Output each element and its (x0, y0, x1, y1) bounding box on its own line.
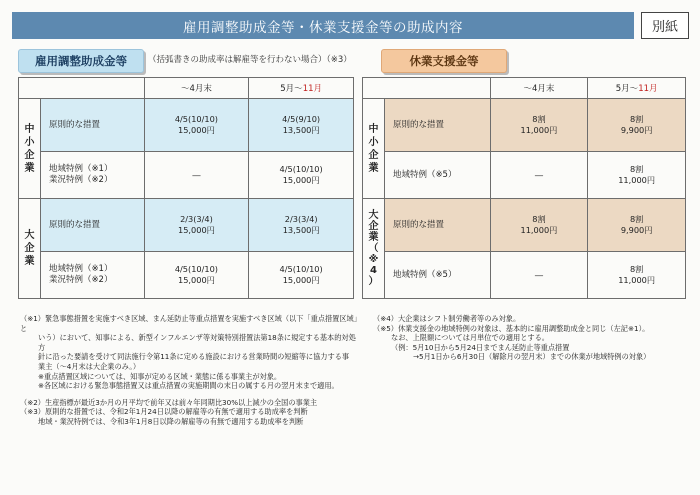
rate-cell: 4/5(10/10) 15,000円 (144, 99, 249, 152)
row-label: 原則的な措置 (384, 199, 490, 252)
category-large: 大 企 業 (19, 199, 41, 299)
footnote-line: （※2）生産指標が最近3か月の月平均で前年又は前々年同期比30%以上減少の全国の事業主 (20, 397, 318, 407)
rate-cell: 2/3(3/4) 13,500円 (249, 199, 354, 252)
table-row (363, 99, 686, 152)
footnote-line: ※重点措置区域については、知事が定める区域・業態に係る事業主が対象。 (38, 371, 282, 381)
table-row (19, 252, 354, 299)
footnotes-right (373, 314, 693, 362)
col-header-april: ～4月末 (490, 78, 588, 99)
table-header-row (19, 78, 354, 99)
table-row (19, 152, 354, 199)
category-sme: 中 小 企 業 (19, 99, 41, 199)
col-header-may: 5月～11月 (249, 78, 354, 99)
footnote-line: →5月1日から6月30日（解除月の翌月末）までの休業が地域特例の対象） (413, 352, 651, 362)
row-label: 地域特例（※5） (384, 252, 490, 299)
section-title-leave-support: 休業支援金等 (381, 49, 507, 73)
footnote-line: 地域・業況特例では、令和3年1月8日以降の解雇等の有無で適用する助成率を判断 (38, 416, 304, 426)
footnote-line: （例：5月10日から5月24日までまん延防止等重点措置 (391, 342, 570, 352)
footnote-line: （※5）休業支援金の地域特例の対象は、基本的に雇用調整助成金と同じ（左記※1）。 (373, 323, 650, 333)
table-row (363, 252, 686, 299)
row-label: 原則的な措置 (40, 99, 144, 152)
rate-cell: 8割 11,000円 (490, 99, 588, 152)
employment-subsidy-table (18, 77, 354, 299)
rate-cell: 8割 11,000円 (490, 199, 588, 252)
rate-note: （括弧書きの助成率は解雇等を行わない場合）（※3） (148, 55, 352, 65)
header-blank (19, 78, 145, 99)
rate-cell: 8割 9,900円 (588, 199, 686, 252)
rate-cell: 2/3(3/4) 15,000円 (144, 199, 249, 252)
footnote-line: いう）において、知事による、新型インフルエンザ等対策特別措置法第18条に規定する基本的対処方 (38, 333, 356, 352)
header-blank (363, 78, 491, 99)
rate-cell: ― (490, 152, 588, 199)
rate-cell: 8割 11,000円 (588, 252, 686, 299)
rate-cell: ― (144, 152, 249, 199)
table-row (363, 199, 686, 252)
rate-cell: 4/5(10/10) 15,000円 (249, 252, 354, 299)
footnote-line: 針に沿った要請を受けて同法施行令第11条に定める施設における営業時間の短縮等に協力する事 (38, 352, 350, 362)
category-large: 大 企 業 （ ※ 4 ） (363, 199, 385, 299)
row-label: 地域特例（※5） (384, 152, 490, 199)
footnote-line: 業主（～4月末は大企業のみ。） (38, 361, 141, 371)
rate-cell: 4/5(9/10) 13,500円 (249, 99, 354, 152)
col-header-may: 5月～11月 (588, 78, 686, 99)
row-label: 地域特例（※1） 業況特例（※2） (40, 152, 144, 199)
category-sme: 中 小 企 業 (363, 99, 385, 199)
footnote-line: なお、上限額については月単位での適用とする。 (391, 333, 549, 343)
table-row (19, 199, 354, 252)
page-title: 雇用調整助成金等・休業支援金等の助成内容 (183, 19, 463, 36)
page-header (12, 12, 634, 39)
col-header-april: ～4月末 (144, 78, 249, 99)
table-row (363, 152, 686, 199)
footnote-line: ※各区域における緊急事態措置又は重点措置の実施期間の末日の属する月の翌月末まで適用。 (38, 381, 339, 391)
row-label: 原則的な措置 (40, 199, 144, 252)
attachment-tag: 別紙 (641, 12, 689, 39)
footnote-line: （※3）原則的な措置では、令和2年1月24日以降の解雇等の有無で適用する助成率を判断 (20, 407, 308, 417)
rate-cell: 8割 9,900円 (588, 99, 686, 152)
footnote-line: （※1）緊急事態措置を実施すべき区域、まん延防止等重点措置を実施すべき区域（以下「重点措置区域」と (20, 314, 358, 333)
table-row (19, 99, 354, 152)
row-label: 地域特例（※1） 業況特例（※2） (40, 252, 144, 299)
footnotes-left (20, 314, 360, 427)
row-label: 原則的な措置 (384, 99, 490, 152)
leave-support-table (362, 77, 686, 299)
rate-cell: ― (490, 252, 588, 299)
footnote-line: （※4）大企業はシフト制労働者等のみ対象。 (373, 314, 521, 323)
section-title-employment-subsidy: 雇用調整助成金等 (18, 49, 144, 73)
rate-cell: 4/5(10/10) 15,000円 (249, 152, 354, 199)
rate-cell: 8割 11,000円 (588, 152, 686, 199)
table-header-row (363, 78, 686, 99)
rate-cell: 4/5(10/10) 15,000円 (144, 252, 249, 299)
